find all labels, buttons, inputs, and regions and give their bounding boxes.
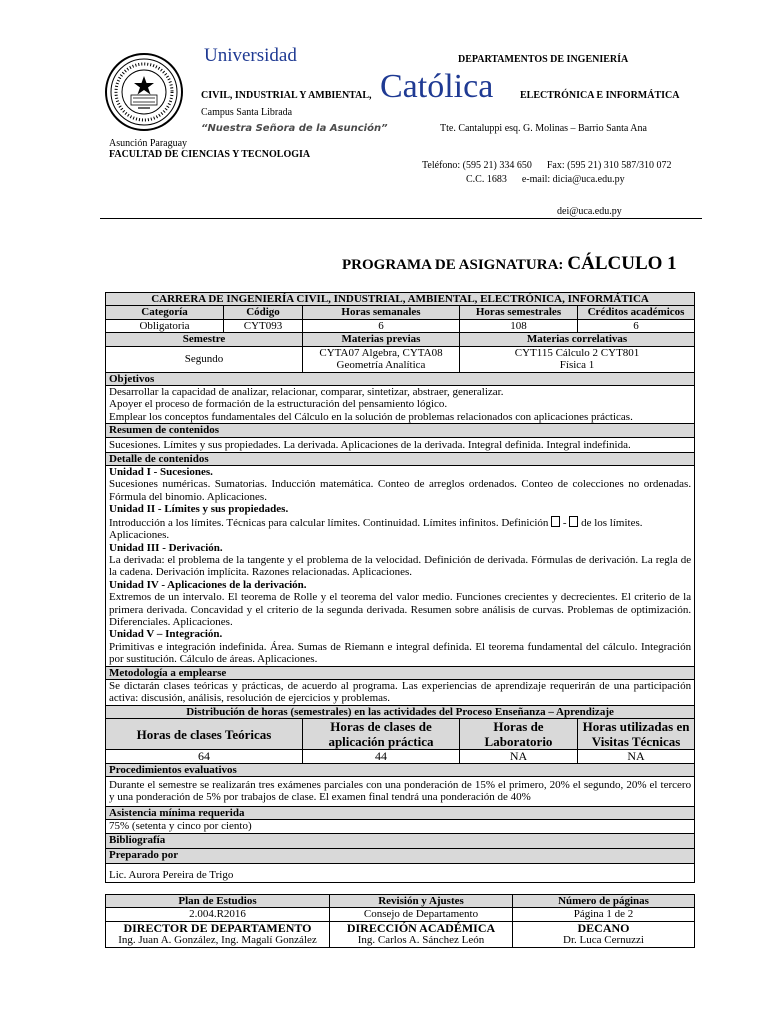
cc-email-line: C.C. 1683 e-mail: dicia@uca.edu.py: [466, 174, 625, 185]
university-seal-logo: [104, 52, 184, 132]
unidad-2-text: [109, 516, 691, 542]
metodologia-header: Metodología a emplearse: [106, 666, 695, 679]
teoricas-header: Horas de clases Teóricas: [106, 719, 303, 750]
unidad-2-title: Unidad II - Límites y sus propiedades.: [109, 503, 289, 516]
carrera-header: CARRERA DE INGENIERÍA CIVIL, INDUSTRIAL, AMBIENTAL, ELECTRÓNICA, INFORMÁTICA: [106, 293, 695, 306]
visitas-header: Horas utilizadas en Visitas Técnicas: [578, 719, 695, 750]
program-table: [105, 292, 695, 883]
metodologia-body: Se dictarán clases teóricas y prácticas, de acuerdo al programa. Las experiencias de aprendizaje requerirán de una participación activa: discusión, análisis, resolución de ejercicios y problemas.: [106, 679, 695, 705]
revision-header: Revisión y Ajustes: [330, 895, 513, 908]
plan-value: 2.004.R2016: [106, 908, 330, 921]
carrera-row: [106, 293, 695, 306]
unidad-4-text: Extremos de un intervalo. El teorema de Rolle y el teorema del valor medio. Funciones crecientes y decrecientes. El criterio de la primera derivada. Concavidad y el criterio de la segunda derivada. Resumen sobre análisis de curvas. Problemas de optimización. Diferenciales. Aplicaciones.: [109, 591, 692, 628]
decano-header: DECANO: [513, 921, 695, 934]
semestre-header-row: [106, 333, 695, 346]
correlativas-value: [460, 346, 695, 372]
detalle-header: Detalle de contenidos: [106, 452, 695, 465]
bibliografia-header: Bibliografía: [106, 833, 695, 848]
unidad-1-title: Unidad I - Sucesiones.: [109, 466, 213, 479]
objetivo-3: Emplear los conceptos fundamentales del Cálculo en la solución de problemas relacionados con aplicaciones prácticas.: [109, 410, 633, 423]
unidad-5-text: Primitivas e integración indefinida. Área. Sumas de Riemann e integral definida. El teorema fundamental del cálculo. Integración por sustitución. Cálculo de áreas. Aplicaciones.: [109, 640, 692, 666]
unidad-1-text: Sucesiones numéricas. Sumatorias. Inducción matemática. Conteo de arreglos ordenados. Conteo de colecciones no ordenadas. Fórmula del binomio. Aplicaciones.: [109, 478, 692, 503]
unidad-2-text-a: Introducción a los límites. Técnicas para calcular límites. Continuidad. Límites infinitos. Definición: [109, 516, 549, 529]
epsilon-placeholder-icon: [551, 516, 560, 527]
detalle-body: [106, 466, 695, 667]
procedimientos-header: Procedimientos evaluativos: [106, 763, 695, 776]
unidad-2-text-c: Aplicaciones.: [109, 529, 170, 542]
unidad-3-title: Unidad III - Derivación.: [109, 541, 223, 554]
signature-table: [105, 894, 695, 948]
procedimientos-body: Durante el semestre se realizarán tres exámenes parciales con una ponderación de 15% el primero, 20% el segundo, 20% el tercero y una ponderación de 5% por trabajos de clase. El examen final tendrá una ponderación de 40%: [106, 777, 695, 807]
resumen-body: Sucesiones. Límites y sus propiedades. La derivada. Aplicaciones de la derivada. Integral definida. Integral indefinida.: [106, 437, 695, 452]
paginas-header: Número de páginas: [513, 895, 695, 908]
objetivo-2: Apoyer el proceso de formación de la estructuración del pensamiento lógico.: [109, 398, 448, 411]
preparado-header: Preparado por: [106, 848, 695, 863]
header-divider: [100, 218, 702, 219]
email-dei: dei@uca.edu.py: [557, 206, 622, 217]
codigo-value: CYT093: [224, 319, 303, 332]
semestre-value-row: [106, 346, 695, 372]
delta-placeholder-icon: [569, 516, 578, 527]
correlativas-header: Materias correlativas: [460, 333, 695, 346]
unidad-3-text: La derivada: el problema de la tangente y el problema de la velocidad. Definición de derivada. Fórmulas de derivación. La regla de la cadena. Derivación implícita. Razones relacionadas. Aplicaciones.: [109, 553, 692, 579]
phone-line: Teléfono: (595 21) 334 650 Fax: (595 21) 310 587/310 072: [422, 160, 672, 171]
horas-semestrales-header: Horas semestrales: [460, 306, 578, 319]
objetivos-body: [106, 386, 695, 424]
unidad-2-text-b: de los límites.: [581, 516, 643, 529]
creditos-value: 6: [578, 319, 695, 332]
decano-value: Dr. Luca Cernuzzi: [513, 934, 695, 947]
dept-left: CIVIL, INDUSTRIAL Y AMBIENTAL,: [201, 90, 372, 101]
resumen-header: Resumen de contenidos: [106, 424, 695, 437]
practica-header: Horas de clases de aplicación práctica: [303, 719, 460, 750]
distribucion-header: Distribución de horas (semestrales) en las actividades del Proceso Enseñanza – Aprendizaje: [106, 705, 695, 718]
paginas-value: Página 1 de 2: [513, 908, 695, 921]
previas-line-2: Geometría Analítica: [336, 359, 426, 372]
dept-right: ELECTRÓNICA E INFORMÁTICA: [520, 90, 680, 101]
title-course: CÁLCULO 1: [567, 253, 677, 274]
revision-value: Consejo de Departamento: [330, 908, 513, 921]
unidad-2-dash: -: [562, 516, 567, 529]
semestre-value: Segundo: [106, 346, 303, 372]
laboratorio-value: NA: [460, 750, 578, 763]
catolica-word: Católica: [380, 68, 494, 105]
distribucion-header-row: [106, 719, 695, 750]
asistencia-header: Asistencia mínima requerida: [106, 806, 695, 819]
campus: Campus Santa Librada: [201, 107, 293, 118]
asistencia-body: 75% (setenta y cinco por ciento): [106, 820, 695, 833]
info-value-row: [106, 319, 695, 332]
codigo-header: Código: [224, 306, 303, 319]
previas-header: Materias previas: [303, 333, 460, 346]
page-title: [342, 253, 677, 275]
horas-semanales-header: Horas semanales: [303, 306, 460, 319]
motto: “Nuestra Señora de la Asunción”: [201, 123, 388, 134]
objetivos-header: Objetivos: [106, 372, 695, 385]
director-value: Ing. Juan A. González, Ing. Magalí González: [106, 934, 330, 947]
correlativas-line-2: Física 1: [559, 359, 595, 372]
direccion-header: DIRECCIÓN ACADÉMICA: [330, 921, 513, 934]
dept-top: DEPARTAMENTOS DE INGENIERÍA: [458, 54, 629, 65]
title-prefix: PROGRAMA DE ASIGNATURA:: [342, 257, 564, 273]
categoria-header: Categoría: [106, 306, 224, 319]
practica-value: 44: [303, 750, 460, 763]
horas-semanales-value: 6: [303, 319, 460, 332]
info-header-row: [106, 306, 695, 319]
director-header: DIRECTOR DE DEPARTAMENTO: [106, 921, 330, 934]
distribucion-value-row: [106, 750, 695, 763]
previas-value: [303, 346, 460, 372]
unidad-5-title: Unidad V – Integración.: [109, 628, 223, 641]
direccion-value: Ing. Carlos A. Sánchez León: [330, 934, 513, 947]
address: Tte. Cantaluppi esq. G. Molinas – Barrio Santa Ana: [440, 123, 647, 134]
visitas-value: NA: [578, 750, 695, 763]
plan-header: Plan de Estudios: [106, 895, 330, 908]
semestre-header: Semestre: [106, 333, 303, 346]
faculty: FACULTAD DE CIENCIAS Y TECNOLOGIA: [109, 149, 311, 160]
correlativas-line-1: CYT115 Cálculo 2 CYT801: [514, 346, 640, 359]
previas-line-1: CYTA07 Algebra, CYTA08: [319, 346, 443, 359]
preparado-body: Lic. Aurora Pereira de Trigo: [106, 863, 695, 882]
university-word: Universidad: [204, 45, 297, 66]
categoria-value: Obligatoria: [106, 319, 224, 332]
creditos-header: Créditos académicos: [578, 306, 695, 319]
unidad-4-title: Unidad IV - Aplicaciones de la derivación.: [109, 578, 307, 591]
horas-semestrales-value: 108: [460, 319, 578, 332]
teoricas-value: 64: [106, 750, 303, 763]
objetivo-1: Desarrollar la capacidad de analizar, relacionar, comparar, sintetizar, abstraer, generalizar.: [109, 386, 504, 399]
city: Asunción Paraguay: [109, 138, 188, 149]
laboratorio-header: Horas de Laboratorio: [460, 719, 578, 750]
